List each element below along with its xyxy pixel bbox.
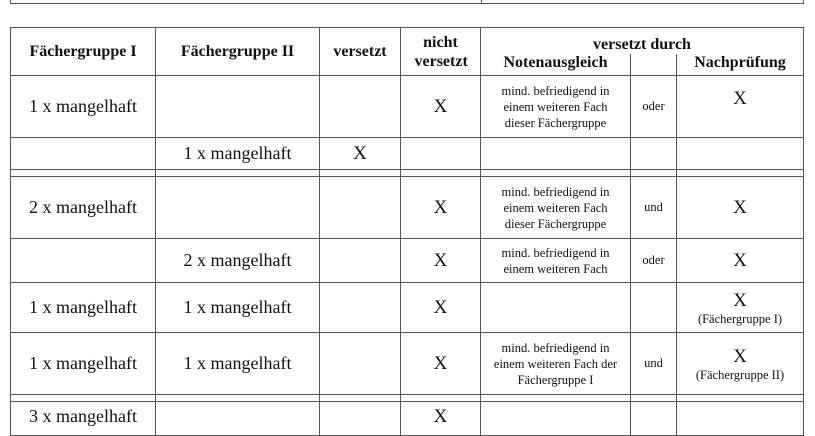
table-row bbox=[11, 138, 804, 170]
cell-nicht-versetzt: X bbox=[401, 402, 481, 436]
cell-notenausgleich: mind. befriedigend in einem weiteren Fach dieser Fächergruppe bbox=[481, 76, 631, 138]
table-row bbox=[11, 177, 804, 239]
cell-nachpruefung: X (Fächergruppe II) bbox=[677, 333, 804, 395]
cell-versetzt bbox=[320, 76, 401, 138]
cell-faechergruppe-1: 1 x mangelhaft bbox=[11, 333, 156, 395]
promotion-rules-table bbox=[10, 27, 804, 436]
cell-versetzt bbox=[320, 333, 401, 395]
cell-nachpruefung: X bbox=[677, 76, 804, 138]
cell-versetzt bbox=[320, 177, 401, 239]
cell-nachpruefung: X (Fächergruppe I) bbox=[677, 283, 804, 333]
cell-faechergruppe-1 bbox=[11, 138, 156, 170]
cell-faechergruppe-2: 1 x mangelhaft bbox=[156, 138, 320, 170]
cell-versetzt bbox=[320, 402, 401, 436]
cell-notenausgleich bbox=[481, 283, 631, 333]
cell-connector bbox=[631, 283, 677, 333]
cell-versetzt bbox=[320, 283, 401, 333]
header-connector-empty bbox=[631, 54, 677, 76]
cell-notenausgleich: mind. befriedigend in einem weiteren Fach der Fächergruppe I bbox=[481, 333, 631, 395]
cell-connector: und bbox=[631, 177, 677, 239]
cell-versetzt: X bbox=[320, 138, 401, 170]
table-row bbox=[11, 402, 804, 436]
header-faechergruppe-2: Fächergruppe II bbox=[156, 28, 320, 76]
cell-nachpruefung bbox=[677, 138, 804, 170]
header-nicht-versetzt: nicht versetzt bbox=[401, 28, 481, 76]
cell-faechergruppe-1: 1 x mangelhaft bbox=[11, 283, 156, 333]
table-row bbox=[11, 76, 804, 138]
cell-nicht-versetzt: X bbox=[401, 333, 481, 395]
cell-nicht-versetzt: X bbox=[401, 177, 481, 239]
cell-connector: und bbox=[631, 333, 677, 395]
cell-faechergruppe-1: 2 x mangelhaft bbox=[11, 177, 156, 239]
cell-faechergruppe-1: 1 x mangelhaft bbox=[11, 76, 156, 138]
cell-faechergruppe-2 bbox=[156, 76, 320, 138]
cell-faechergruppe-2: 2 x mangelhaft bbox=[156, 239, 320, 283]
cell-faechergruppe-2 bbox=[156, 177, 320, 239]
header-versetzt: versetzt bbox=[320, 28, 401, 76]
cell-nicht-versetzt: X bbox=[401, 283, 481, 333]
cell-connector bbox=[631, 138, 677, 170]
table-row bbox=[11, 333, 804, 395]
cell-connector: oder bbox=[631, 239, 677, 283]
cell-faechergruppe-2: 1 x mangelhaft bbox=[156, 333, 320, 395]
cell-notenausgleich: mind. befriedigend in einem weiteren Fach dieser Fächergruppe bbox=[481, 177, 631, 239]
previous-table-fragment bbox=[10, 0, 804, 4]
cell-faechergruppe-2 bbox=[156, 402, 320, 436]
cell-nachpruefung bbox=[677, 402, 804, 436]
header-versetzt-durch: versetzt durch bbox=[481, 28, 804, 54]
cell-faechergruppe-1: 3 x mangelhaft bbox=[11, 402, 156, 436]
cell-nicht-versetzt: X bbox=[401, 76, 481, 138]
cell-nachpruefung: X bbox=[677, 239, 804, 283]
cell-versetzt bbox=[320, 239, 401, 283]
cell-notenausgleich: mind. befriedigend in einem weiteren Fach bbox=[481, 239, 631, 283]
cell-notenausgleich bbox=[481, 402, 631, 436]
cell-connector bbox=[631, 402, 677, 436]
header-notenausgleich: Notenausgleich bbox=[481, 54, 631, 76]
header-faechergruppe-1: Fächergruppe I bbox=[11, 28, 156, 76]
table-row bbox=[11, 283, 804, 333]
table-separator bbox=[11, 170, 804, 177]
cell-nicht-versetzt bbox=[401, 138, 481, 170]
header-row-1 bbox=[11, 28, 804, 54]
cell-faechergruppe-2: 1 x mangelhaft bbox=[156, 283, 320, 333]
cell-nachpruefung: X bbox=[677, 177, 804, 239]
cell-notenausgleich bbox=[481, 138, 631, 170]
header-nachpruefung: Nachprüfung bbox=[677, 54, 804, 76]
table-row bbox=[11, 239, 804, 283]
cell-connector: oder bbox=[631, 76, 677, 138]
table-separator bbox=[11, 395, 804, 402]
cell-faechergruppe-1 bbox=[11, 239, 156, 283]
cell-nicht-versetzt: X bbox=[401, 239, 481, 283]
